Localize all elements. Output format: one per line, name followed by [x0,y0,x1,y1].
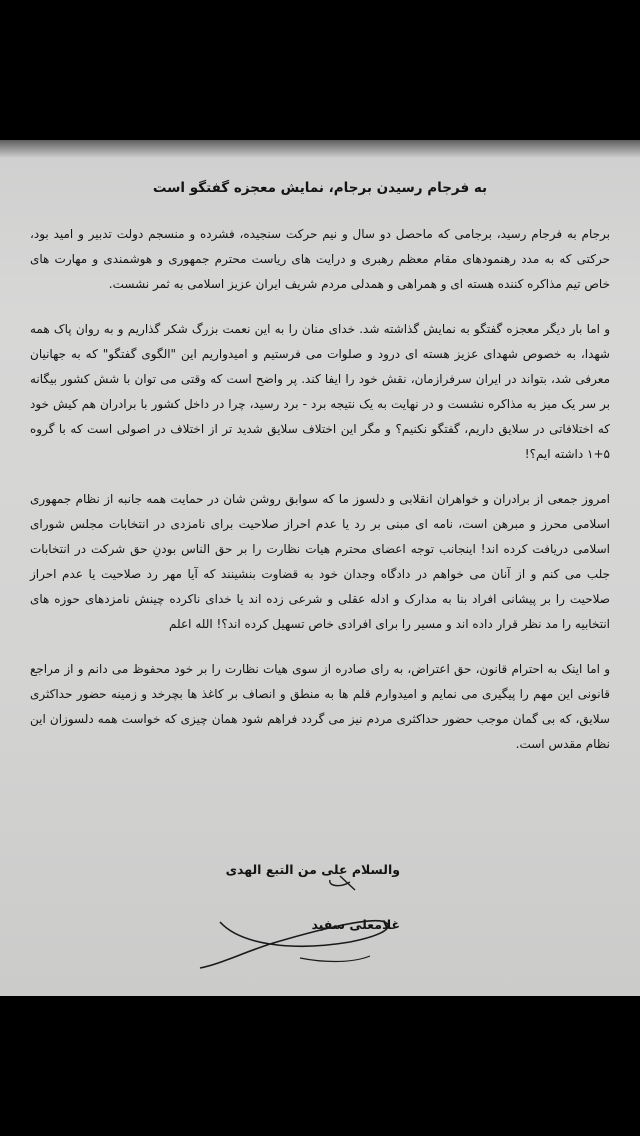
signature-block [200,862,400,932]
paragraph-2: و اما بار دیگر معجزه گفتگو به نمایش گذاشته شد. خدای منان را به این نعمت بزرگ شکر گذاریم و به روان پاک همه شهدا، به خصوص شهدای عزیز هسته ای درود و صلوات می فرستیم و امیدواریم این "الگوی گفتگو" که به جهانیان معرفی شد، بتواند در ایران سرفرازمان، نقش خود را ایفا کند. پر واضح است که وقتی می توان با شش کشور بیگانه بر سر یک میز به مذاکره نشست و در نهایت به یک نتیجه برد - برد رسید، چرا در داخل کشور با برادران هم کیش خود که اختلافاتی در سلایق داریم، گفتگو نکنیم؟ و مگر این اختلاف سلایق شدید تر از اختلاف در اصولی است که با گروه ۵+۱ داشته ایم؟! [30,322,610,461]
closing-salutation: والسلام علی من التبع الهدی [225,862,400,877]
handwritten-signature [200,891,400,913]
paragraph-4: و اما اینک به احترام قانون، حق اعتراض، به رای صادره از سوی هیات نظارت را بر خود محفوظ می دانم و از مراجع قانونی این مهم را پیگیری می نمایم و امیدوارم قلم ها به منطق و انصاف بر کاغذ ها بچرخد و زمینه حضور حداکثری سلایق، که بی گمان موجب حضور حداکثری مردم نیز می گردد فراهم شود همان چیزی که خواست همه دلسوزان این نظام مقدس است. [30,662,610,751]
letter-page [0,140,640,996]
paragraph-3: امروز جمعی از برادران و خواهران انقلابی و دلسوز ما که سوابق روشن شان در حمایت همه جانبه از نظام جمهوری اسلامی محرز و مبرهن است، نامه ای مبنی بر رد یا عدم احراز صلاحیت برای نامزدی در انتخابات مجلس شورای اسلامی دریافت کرده اند! اینجانب توجه اعضای محترم هیات نظارت را بر حق الناس بودنِ حق شرکت در انتخابات جلب می کنم و از آنان می خواهم در دادگاه وجدان خود به قضاوت بنشینند که آیا مهر رد صلاحیت یا عدم احراز صلاحیت را بر پیشانی افراد بنا به مدارک و ادله عقلی و شرعی زده اند یا خدای ناکرده چینش نامزدهای حوزه های انتخابیه را مد نظر قرار داده اند و مسیر را برای افرادی خاص تسهیل کرده اند؟! الله اعلم [30,492,610,631]
letter-title: به فرجام رسیدن برجام، نمایش معجزه گفتگو است [152,180,488,196]
paragraph-1: برجام به فرجام رسید، برجامی که ماحصل دو سال و نیم حرکت سنجیده، فشرده و منسجم دولت تدبیر و امید بود، حرکتی که به مدد رهنمودهای مقام معظم رهبری و درایت های ریاست محترم جمهوری و هوشمندی و مهارت های خاص تیم مذاکره کننده هسته ای و همراهی و همدلی مردم شریف ایران عزیز اسلامی به ثمر نشست. [30,227,610,291]
photo-edge-shadow [0,140,640,158]
signer-name: غلامعلی سفید [311,917,400,932]
